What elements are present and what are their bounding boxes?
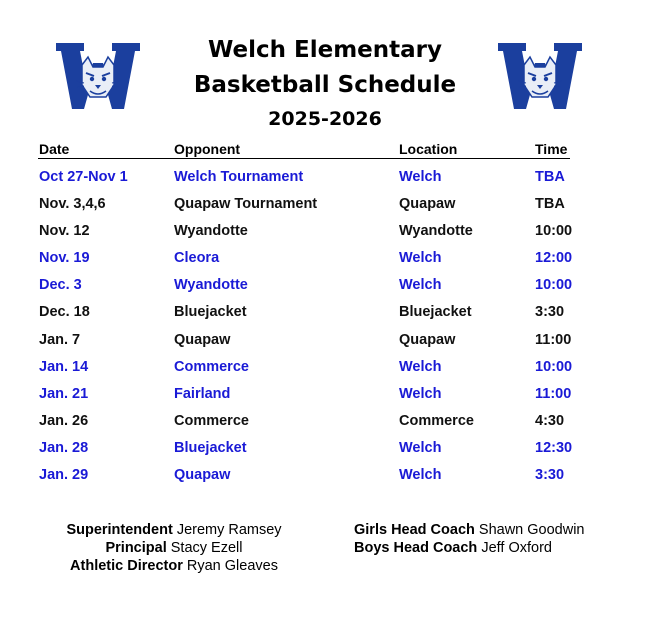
game-time: 11:00 [535, 331, 572, 348]
header-location: Location [399, 141, 458, 157]
game-location: Welch [399, 439, 442, 456]
game-date: Jan. 28 [39, 439, 89, 456]
schedule-row [38, 196, 598, 223]
game-location: Quapaw [399, 331, 456, 348]
game-time: 10:00 [535, 223, 573, 240]
game-location: Welch [399, 358, 442, 375]
game-date: Dec. 3 [39, 277, 82, 294]
game-location: Welch [399, 385, 442, 402]
schedule-row [38, 332, 598, 359]
staff-right [354, 521, 614, 557]
game-time: TBA [535, 169, 565, 185]
schedule-row [38, 277, 598, 304]
game-location: Bluejacket [399, 304, 472, 321]
game-opponent: Quapaw Tournament [174, 196, 318, 213]
game-time: 10:00 [535, 358, 573, 375]
game-opponent: Commerce [174, 358, 249, 375]
game-location: Quapaw [399, 196, 456, 213]
wildcat-w-logo-left [56, 43, 140, 109]
athletic-director-line: Athletic Director Ryan Gleaves [70, 558, 278, 574]
header-opponent: Opponent [174, 141, 241, 157]
game-location: Welch [399, 467, 442, 484]
game-location: Welch [399, 169, 442, 185]
schedule-row [38, 413, 598, 440]
game-time: 12:00 [535, 250, 573, 267]
game-opponent: Bluejacket [174, 304, 247, 321]
schedule-header-row [38, 141, 570, 159]
schedule-row [38, 169, 598, 196]
schedule-title: Basketball Schedule [193, 72, 457, 98]
game-time: 11:00 [535, 385, 572, 402]
game-date: Dec. 18 [39, 304, 90, 321]
game-opponent: Commerce [174, 412, 249, 429]
game-date: Oct 27-Nov 1 [39, 169, 128, 185]
game-date: Jan. 29 [39, 467, 89, 484]
game-time: 3:30 [535, 304, 565, 321]
wildcat-w-logo-right [498, 43, 582, 109]
game-opponent: Bluejacket [174, 439, 247, 456]
superintendent-line: Superintendent Jeremy Ramsey [66, 522, 282, 538]
schedule-row [38, 223, 598, 250]
season-label: 2025-2026 [268, 108, 382, 130]
schedule-row [38, 467, 598, 494]
game-opponent: Wyandotte [174, 277, 248, 294]
game-date: Jan. 21 [39, 385, 89, 402]
principal-line: Principal Stacy Ezell [105, 540, 243, 556]
schedule-row [38, 386, 598, 413]
schedule-row [38, 440, 598, 467]
game-date: Jan. 14 [39, 358, 89, 375]
game-time: 3:30 [535, 467, 565, 484]
game-date: Jan. 26 [39, 412, 89, 429]
game-time: TBA [535, 196, 565, 213]
schedule-row [38, 250, 598, 277]
game-location: Wyandotte [399, 223, 473, 240]
header-time: Time [535, 141, 568, 157]
game-date: Nov. 12 [39, 223, 90, 240]
game-date: Jan. 7 [39, 331, 81, 348]
game-date: Nov. 19 [39, 250, 90, 267]
header-date: Date [39, 141, 70, 157]
staff-left [44, 521, 304, 575]
game-opponent: Quapaw [174, 467, 231, 484]
game-location: Welch [399, 250, 442, 267]
schedule-table [38, 169, 598, 494]
game-location: Welch [399, 277, 442, 294]
game-opponent: Quapaw [174, 331, 231, 348]
game-opponent: Fairland [174, 385, 231, 402]
game-date: Nov. 3,4,6 [39, 196, 106, 213]
schedule-row [38, 304, 598, 331]
game-time: 10:00 [535, 277, 573, 294]
girls-coach-line: Girls Head Coach Shawn Goodwin [354, 522, 585, 538]
game-opponent: Wyandotte [174, 223, 248, 240]
school-title: Welch Elementary [207, 37, 443, 63]
schedule-row [38, 359, 598, 386]
game-time: 4:30 [535, 412, 565, 429]
boys-coach-line: Boys Head Coach Jeff Oxford [354, 540, 552, 556]
game-location: Commerce [399, 412, 474, 429]
game-opponent: Welch Tournament [174, 169, 304, 185]
game-opponent: Cleora [174, 250, 220, 267]
game-time: 12:30 [535, 439, 573, 456]
